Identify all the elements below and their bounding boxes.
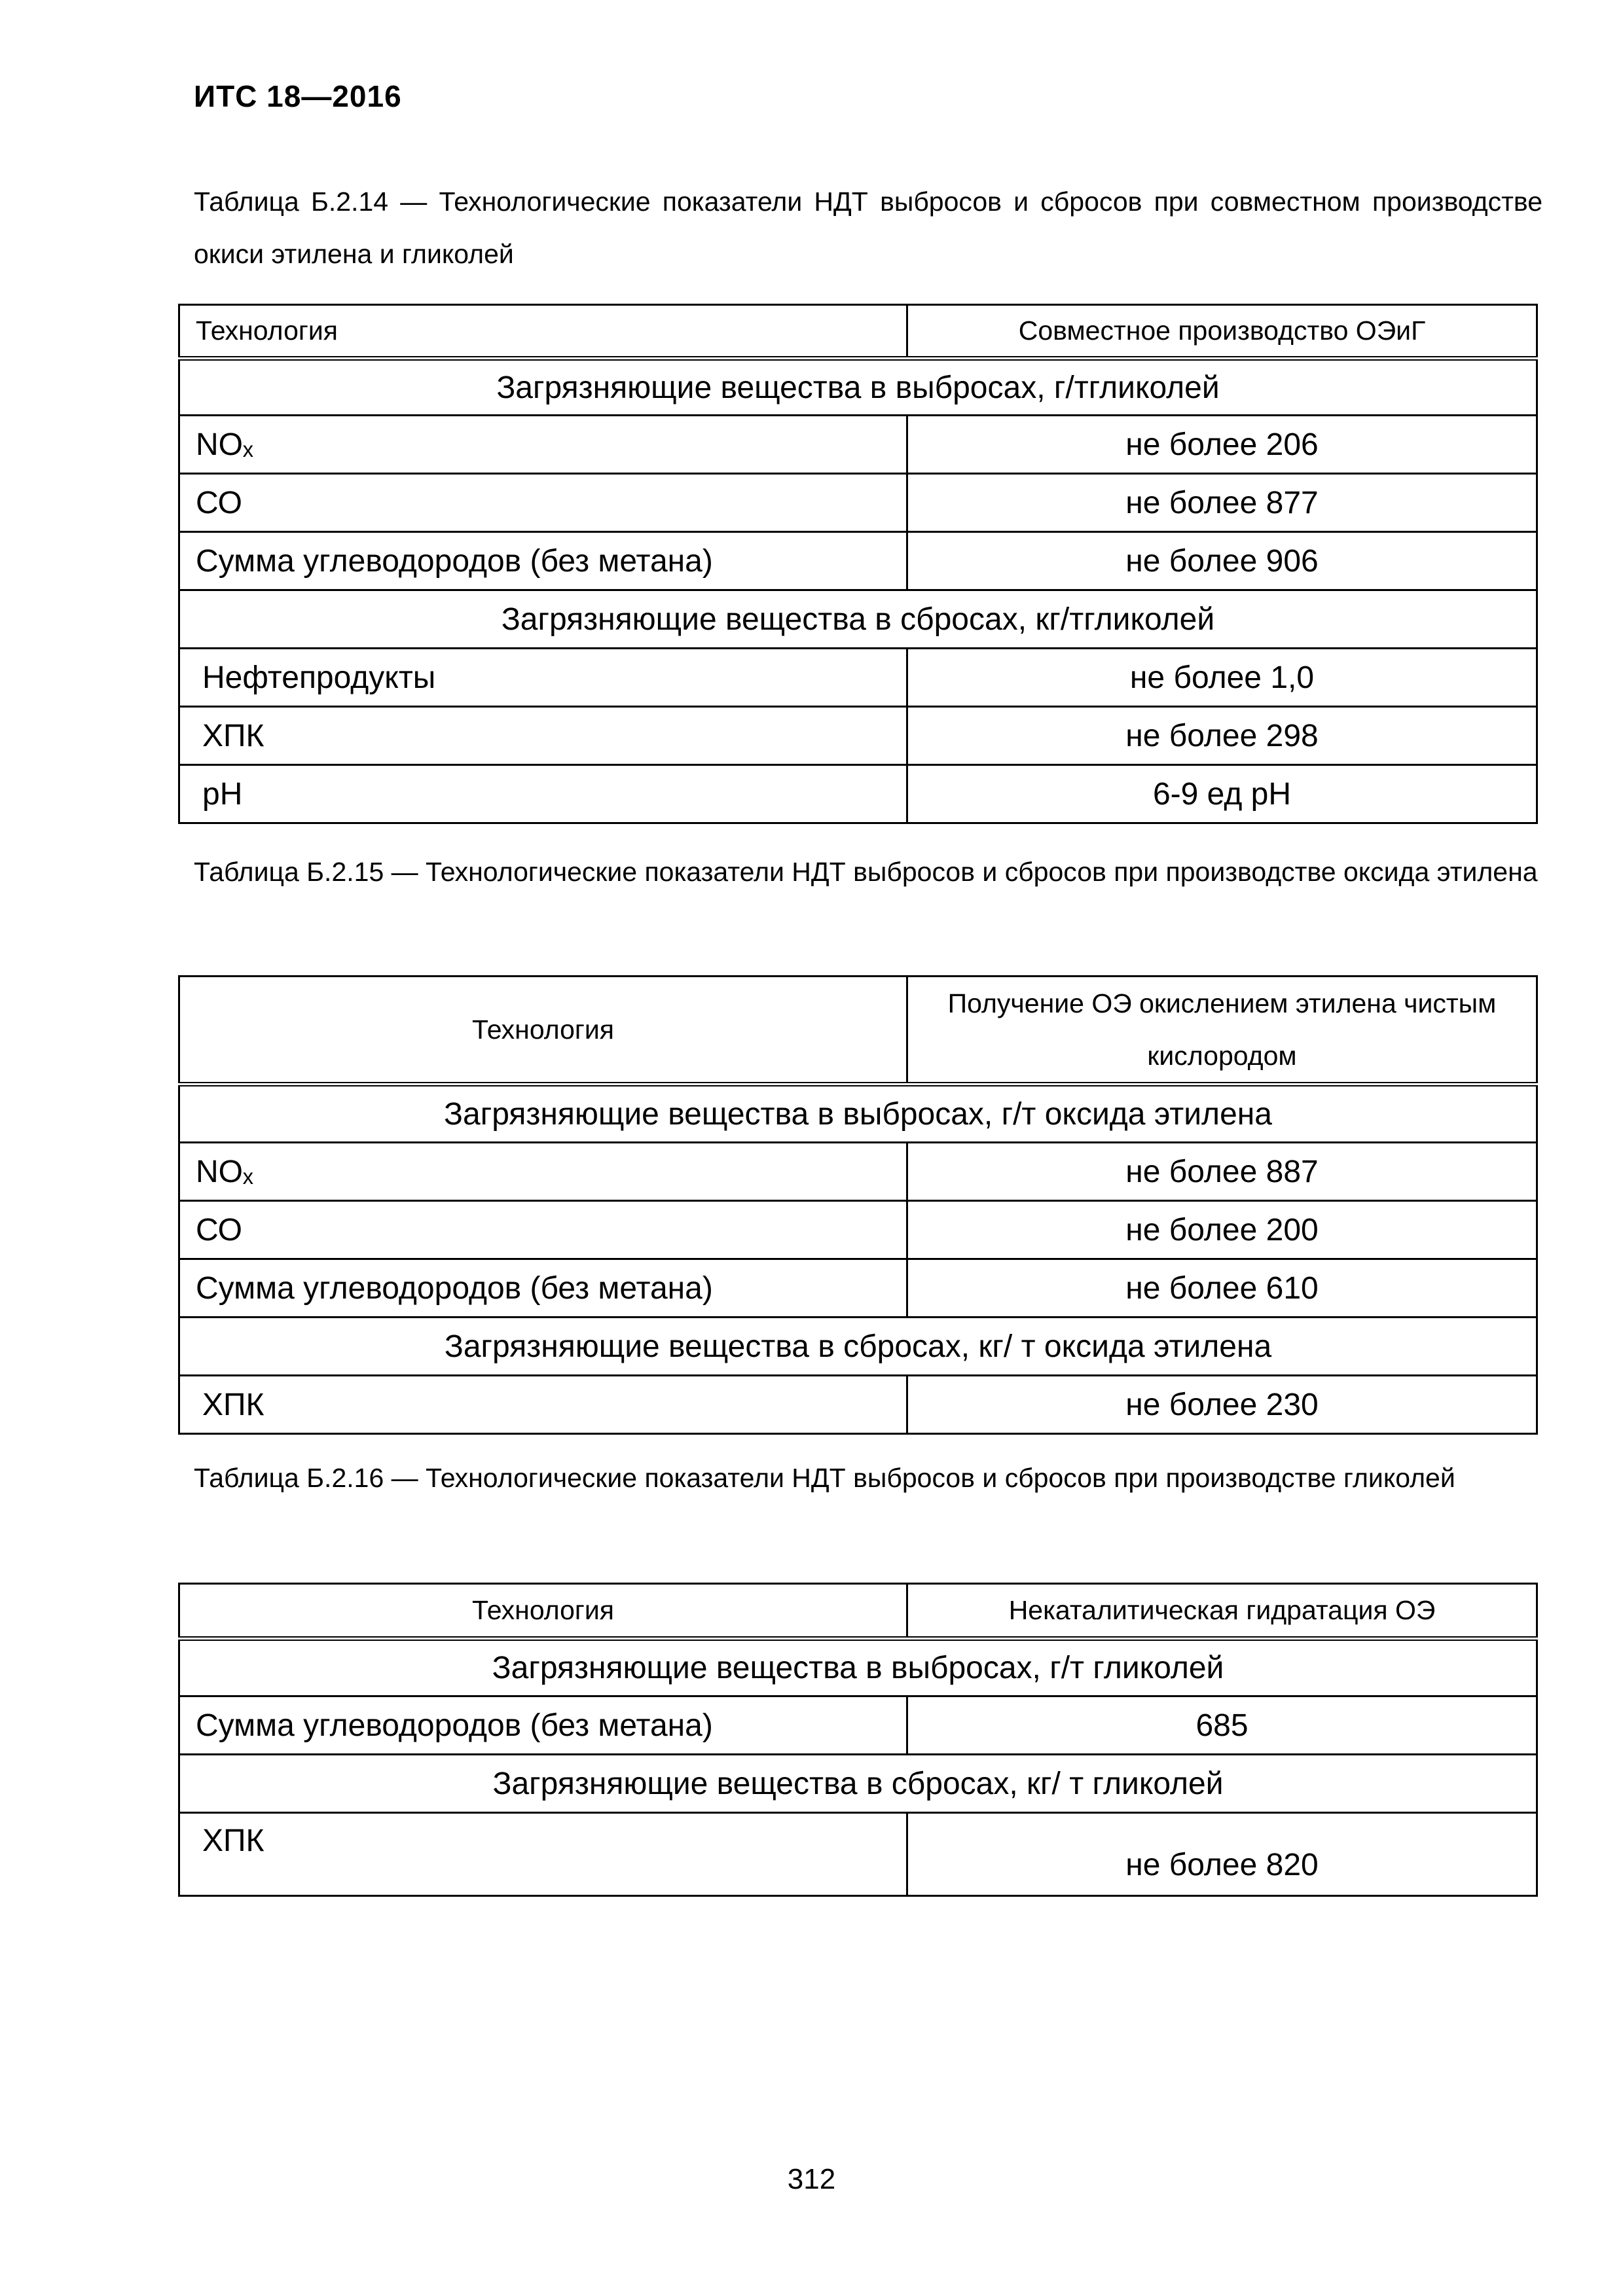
table-caption: Таблица Б.2.14 — Технологические показатели НДТ выбросов и сбросов при совместном производстве окиси этилена и гликолей bbox=[194, 187, 1542, 269]
value-cell: не более 206 bbox=[907, 416, 1537, 474]
table-row bbox=[179, 707, 1537, 765]
table-row bbox=[179, 1696, 1537, 1755]
table-row bbox=[179, 765, 1537, 823]
value-cell: не более 230 bbox=[907, 1376, 1537, 1434]
table-row bbox=[179, 474, 1537, 532]
table-row bbox=[179, 1813, 1537, 1896]
section-title: Загрязняющие вещества в выбросах, г/т оксида этилена bbox=[179, 1085, 1537, 1143]
table-row bbox=[179, 1201, 1537, 1259]
section-row-emissions bbox=[179, 1639, 1537, 1696]
column-header-process: Совместное производство ОЭиГ bbox=[907, 305, 1537, 359]
value-cell: не более 200 bbox=[907, 1201, 1537, 1259]
column-header-technology: Технология bbox=[179, 977, 907, 1085]
value-cell: не более 877 bbox=[907, 474, 1537, 532]
value-cell: не более 298 bbox=[907, 707, 1537, 765]
value-cell: не более 820 bbox=[907, 1813, 1537, 1896]
table-row bbox=[179, 416, 1537, 474]
parameter-cell: Сумма углеводородов (без метана) bbox=[179, 532, 907, 590]
section-title: Загрязняющие вещества в выбросах, г/тгликолей bbox=[179, 359, 1537, 416]
table-row bbox=[179, 649, 1537, 707]
table-header-row bbox=[179, 1584, 1537, 1639]
column-header-process: Некаталитическая гидратация ОЭ bbox=[907, 1584, 1537, 1639]
value-cell: 6-9 ед pH bbox=[907, 765, 1537, 823]
section-row-discharges bbox=[179, 1318, 1537, 1376]
parameter-cell: NOₓ bbox=[179, 416, 907, 474]
parameter-cell: Сумма углеводородов (без метана) bbox=[179, 1259, 907, 1318]
parameter-cell: Нефтепродукты bbox=[179, 649, 907, 707]
parameter-cell: ХПК bbox=[179, 707, 907, 765]
section-row-emissions bbox=[179, 359, 1537, 416]
bat-table-glycols bbox=[178, 1583, 1538, 1897]
section-row-discharges bbox=[179, 1755, 1537, 1813]
parameter-cell: СО bbox=[179, 474, 907, 532]
parameter-cell: ХПК bbox=[179, 1376, 907, 1434]
page-number: 312 bbox=[787, 2163, 836, 2195]
table-row bbox=[179, 1143, 1537, 1201]
value-cell: не более 887 bbox=[907, 1143, 1537, 1201]
column-header-technology: Технология bbox=[179, 305, 907, 359]
table-row bbox=[179, 1376, 1537, 1434]
bat-table-joint-production bbox=[178, 304, 1538, 824]
section-title: Загрязняющие вещества в выбросах, г/т гликолей bbox=[179, 1639, 1537, 1696]
table-header-row bbox=[179, 305, 1537, 359]
parameter-cell: СО bbox=[179, 1201, 907, 1259]
column-header-technology: Технология bbox=[179, 1584, 907, 1639]
value-cell: не более 1,0 bbox=[907, 649, 1537, 707]
document-code: ИТС 18—2016 bbox=[194, 79, 402, 113]
column-header-process: Получение ОЭ окислением этилена чистым кислородом bbox=[907, 977, 1537, 1085]
section-title: Загрязняющие вещества в сбросах, кг/ т гликолей bbox=[179, 1755, 1537, 1813]
table-caption: Таблица Б.2.16 — Технологические показатели НДТ выбросов и сбросов при производстве гликолей bbox=[194, 1463, 1455, 1493]
section-title: Загрязняющие вещества в сбросах, кг/ т оксида этилена bbox=[179, 1318, 1537, 1376]
section-row-emissions bbox=[179, 1085, 1537, 1143]
table-row bbox=[179, 1259, 1537, 1318]
section-row-discharges bbox=[179, 590, 1537, 649]
bat-table-ethylene-oxide bbox=[178, 975, 1538, 1435]
parameter-cell: ХПК bbox=[179, 1813, 907, 1896]
value-cell: не более 610 bbox=[907, 1259, 1537, 1318]
parameter-cell: pH bbox=[179, 765, 907, 823]
table-caption: Таблица Б.2.15 — Технологические показатели НДТ выбросов и сбросов при производстве оксида этилена bbox=[194, 857, 1538, 887]
value-cell: не более 906 bbox=[907, 532, 1537, 590]
parameter-cell: NOₓ bbox=[179, 1143, 907, 1201]
table-row bbox=[179, 532, 1537, 590]
table-header-row bbox=[179, 977, 1537, 1085]
parameter-cell: Сумма углеводородов (без метана) bbox=[179, 1696, 907, 1755]
section-title: Загрязняющие вещества в сбросах, кг/тгликолей bbox=[179, 590, 1537, 649]
value-cell: 685 bbox=[907, 1696, 1537, 1755]
